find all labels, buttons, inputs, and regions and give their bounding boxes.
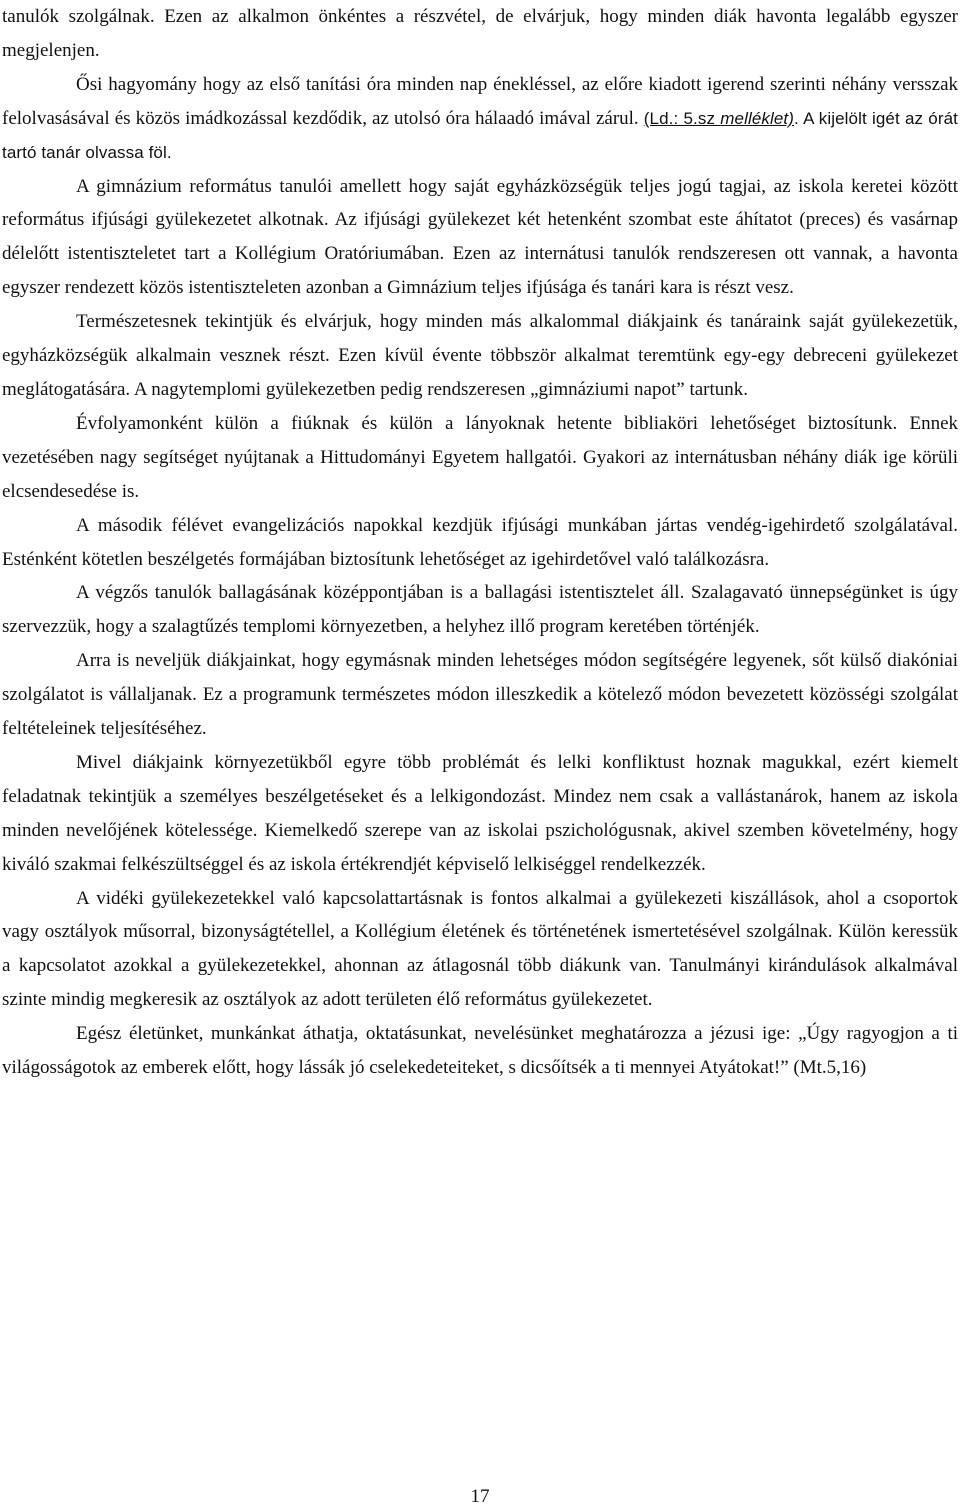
- paragraph-tradition-tail: A kijelölt igét az órát tartó tanár olvassa föl.: [2, 108, 958, 162]
- paragraph-youth-congregation: A gimnázium református tanulói amellett hogy saját egyházközségük teljes jogú tagjai, az iskola keretei között református ifjúsági gyülekezetet alkotnak. Az ifjúsági gyülekezet két hetenként szombat este áhítatot (preces) és vasárnap délelőtt istentiszteletet tart a Kollégium Oratóriumában. Ezen az internátusi tanulók rendszeresen ott vannak, a havonta egyszer rendezett közös istentiszteleten azonban a Gimnázium teljes ifjúsága és tanári kara is részt vesz.: [2, 175, 958, 299]
- paragraph-graduation: A végzős tanulók ballagásának középpontjában is a ballagási istentisztelet áll. Szalagavató ünnepségünket is úgy szervezzük, hogy a szalagtűzés templomi környezetben, a helyhez illő program keretében történjék.: [2, 582, 958, 638]
- body-text: [2, 0, 958, 1085]
- paragraph-continuation: tanulók szolgálnak. Ezen az alkalmon önkéntes a részvétel, de elvárjuk, hogy minden diák havonta legalább egyszer megjelenjen.: [2, 6, 958, 61]
- paragraph-rural-congregations: A vidéki gyülekezetekkel való kapcsolattartásnak is fontos alkalmai a gyülekezeti kiszállások, ahol a csoportok vagy osztályok műsorral, bizonyságtétellel, a Kollégium életének és történetének ismertetésével szolgálnak. Külön keressük a kapcsolatot azokkal a gyülekezetekkel, ahonnan az átlagosnál több diákunk van. Tanulmányi kirándulások alkalmával szinte mindig megkeresik az osztályok az adott területen élő református gyülekezetet.: [2, 887, 958, 1011]
- appendix-reference-label: (Ld.: 5.sz: [643, 108, 721, 128]
- paragraph-tradition-text: Ősi hagyomány hogy az első tanítási óra minden nap énekléssel, az előre kiadott igerend szerinti néhány versszak felolvasásával és közös imádkozással kezdődik, az utolsó óra hálaadó imával zárul.: [2, 73, 958, 129]
- page-number: 17: [470, 1486, 490, 1507]
- paragraph-pastoral-care: Mivel diákjaink környezetükből egyre több problémát és lelki konfliktust hoznak magukkal, ezért kiemelt feladatnak tekintjük a személyes beszélgetéseket és a lelkigondozást. Mindez nem csak a vallástanárok, hanem az iskola minden nevelőjének kötelessége. Kiemelkedő szerepe van az iskolai pszichológusnak, akivel szemben követelmény, hogy kiváló szakmai felkészültséggel és az iskola értékrendjét képviselő lelkiséggel rendelkezzék.: [2, 751, 958, 875]
- appendix-reference-name: melléklet): [720, 108, 794, 128]
- appendix-reference-end: .: [794, 108, 799, 128]
- paragraph-congregation-attendance: Természetesnek tekintjük és elvárjuk, hogy minden más alkalommal diákjaink és tanáraink saját gyülekezetük, egyházközségük alkalmain vesznek részt. Ezen kívül évente többször alkalmat teremtünk egy-egy debreceni gyülekezet meglátogatására. A nagytemplomi gyülekezetben pedig rendszeresen „gimnáziumi napot” tartunk.: [2, 311, 958, 400]
- paragraph-bible-circle: Évfolyamonként külön a fiúknak és külön a lányoknak hetente bibliaköri lehetőséget biztosítunk. Ennek vezetésében nagy segítséget nyújtanak a Hittudományi Egyetem hallgatói. Gyakori az internátusban néhány diák ige körüli elcsendesedése is.: [2, 412, 958, 502]
- paragraph-diaconia: Arra is neveljük diákjainkat, hogy egymásnak minden lehetséges módon segítségére legyenek, sőt külső diakóniai szolgálatot is vállaljanak. Ez a programunk természetes módon illeszkedik a kötelező módon bevezetett közösségi szolgálat feltételeinek teljesítéséhez.: [2, 650, 958, 740]
- paragraph-closing-scripture: Egész életünket, munkánkat áthatja, oktatásunkat, nevelésünket meghatározza a jézusi ige: „Úgy ragyogjon a ti világosságotok az emberek előtt, hogy lássák jó cselekedeteiteket, s dicsőítsék a ti mennyei Atyátokat!” (Mt.5,16): [2, 1023, 958, 1079]
- paragraph-evangelization: A második félévet evangelizációs napokkal kezdjük ifjúsági munkában jártas vendég-igehirdető szolgálatával. Esténként kötetlen beszélgetés formájában biztosítunk lehetőséget az igehirdetővel való találkozásra.: [2, 514, 958, 570]
- paragraph-tradition: [2, 68, 958, 170]
